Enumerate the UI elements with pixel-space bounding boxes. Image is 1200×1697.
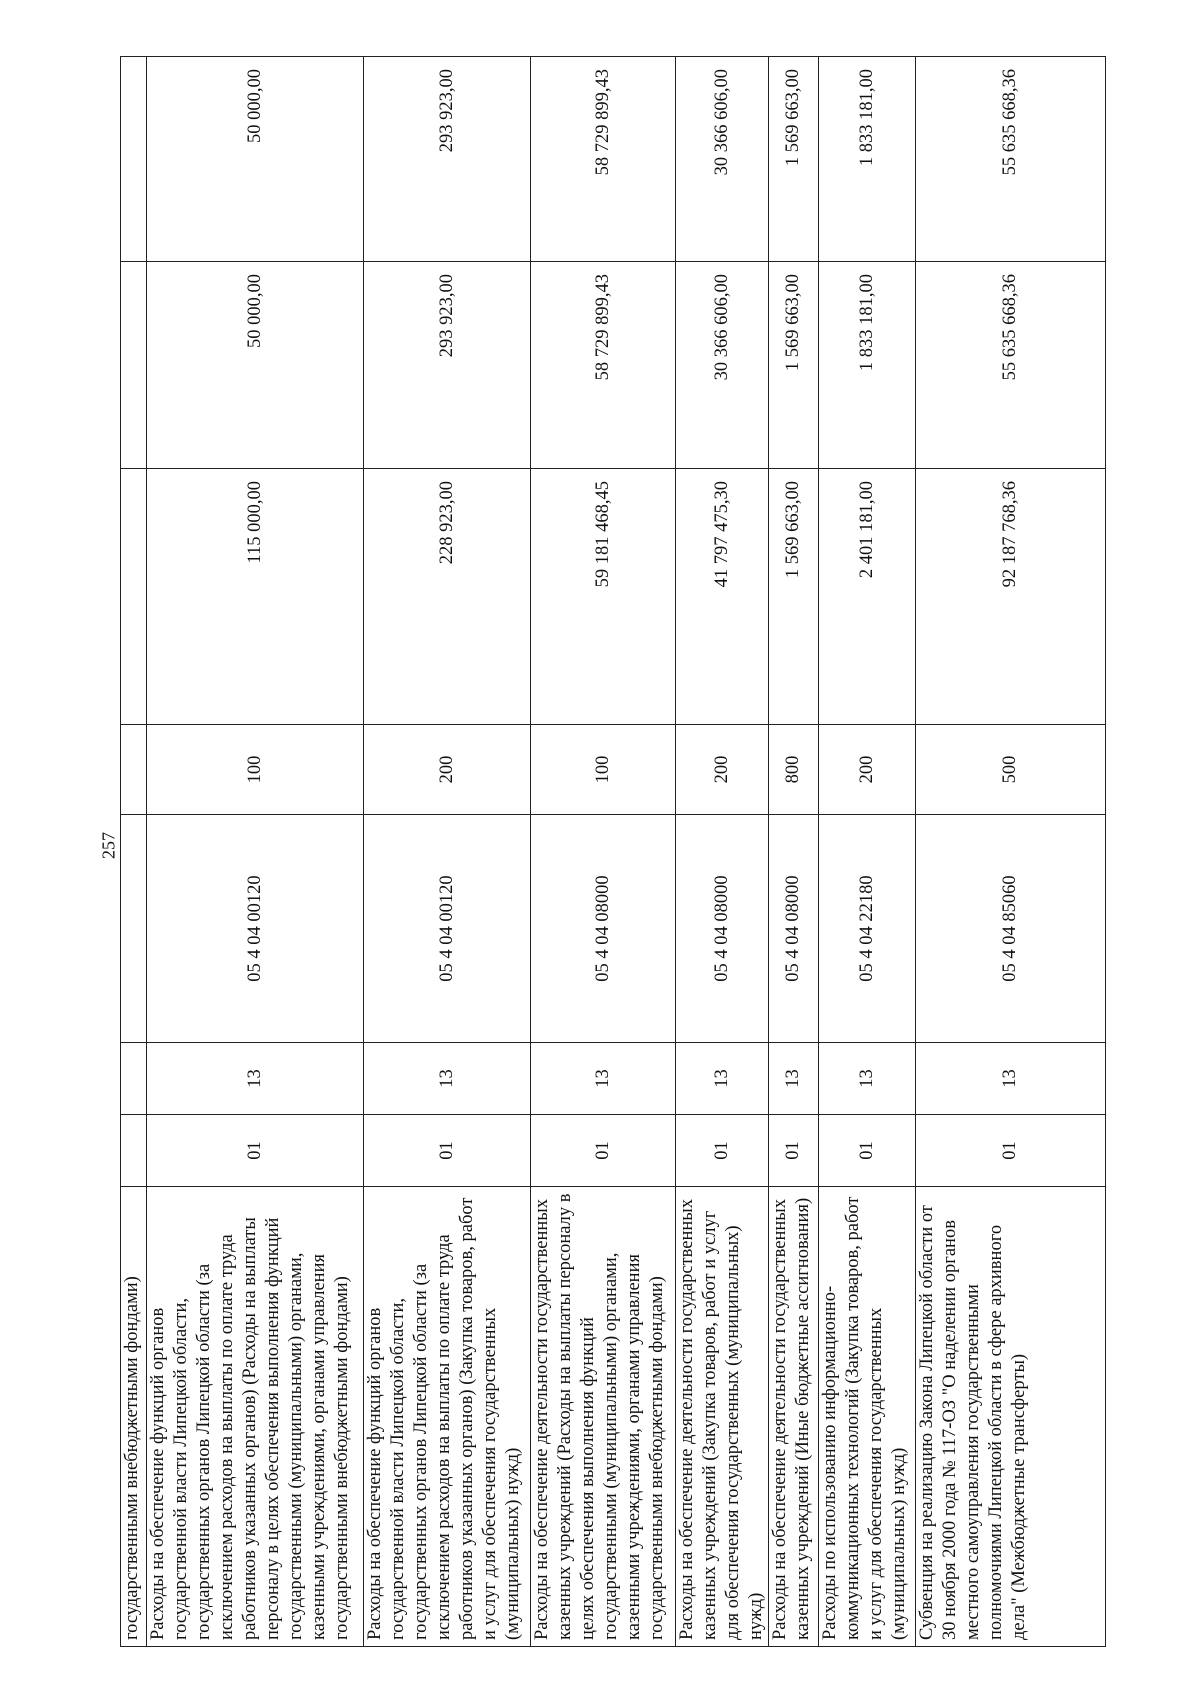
page-number: 257 <box>98 832 119 859</box>
amount-3: 58 729 899,43 <box>531 57 676 262</box>
amount-3: 55 635 668,36 <box>916 57 1106 262</box>
table-row <box>121 57 147 1647</box>
section-code: 01 <box>769 1115 819 1187</box>
section-code: 01 <box>819 1115 916 1187</box>
expense-type-code: 500 <box>916 725 1106 815</box>
section-code: 01 <box>364 1115 531 1187</box>
expense-type-code: 200 <box>364 725 531 815</box>
expense-type-code: 200 <box>819 725 916 815</box>
expense-type-code: 100 <box>147 725 364 815</box>
target-article-code: 05 4 04 22180 <box>819 815 916 1043</box>
table-row <box>769 57 819 1647</box>
amount-1: 92 187 768,36 <box>916 469 1106 725</box>
row-description: Расходы на обеспечение функций органов государственной власти Липецкой области, государственных органов Липецкой области (за исключением расходов на выплаты по оплате труда работников указанных органов) (Расходы на выплаты персоналу в целях обеспечения выполнения функций государственными (муниципальными) органами, казенными учреждениями, органами управления государственными внебюджетными фондами) <box>147 1187 364 1647</box>
target-article-code: 05 4 04 00120 <box>364 815 531 1043</box>
target-article-code: 05 4 04 85060 <box>916 815 1106 1043</box>
target-article-code: 05 4 04 08000 <box>769 815 819 1043</box>
section-code: 01 <box>147 1115 364 1187</box>
amount-1: 2 401 181,00 <box>819 469 916 725</box>
table-row <box>147 57 364 1647</box>
amount-1: 1 569 663,00 <box>769 469 819 725</box>
row-description: Расходы на обеспечение деятельности государственных казенных учреждений (Расходы на выплаты персоналу в целях обеспечения выполнения функций государственными (муниципальными) органами, казенными учреждениями, органами управления государственными внебюджетными фондами) <box>531 1187 676 1647</box>
section-code: 01 <box>916 1115 1106 1187</box>
expense-type-code: 100 <box>531 725 676 815</box>
subsection-code <box>121 1043 147 1115</box>
row-description: государственными внебюджетными фондами) <box>121 1187 147 1647</box>
amount-2: 58 729 899,43 <box>531 262 676 469</box>
row-description: Расходы по использованию информационно-коммуникационных технологий (Закупка товаров, работ и услуг для обеспечения государственных (муниципальных) нужд) <box>819 1187 916 1647</box>
expense-type-code: 200 <box>676 725 769 815</box>
target-article-code: 05 4 04 00120 <box>147 815 364 1043</box>
amount-3: 1 833 181,00 <box>819 57 916 262</box>
section-code <box>121 1115 147 1187</box>
amount-1 <box>121 469 147 725</box>
row-description: Расходы на обеспечение функций органов государственной власти Липецкой области, государственных органов Липецкой области (за исключением расходов на выплаты по оплате труда работников указанных органов) (Закупка товаров, работ и услуг для обеспечения государственных (муниципальных) нужд) <box>364 1187 531 1647</box>
table-row <box>531 57 676 1647</box>
table-row <box>819 57 916 1647</box>
target-article-code: 05 4 04 08000 <box>676 815 769 1043</box>
subsection-code: 13 <box>364 1043 531 1115</box>
table-row <box>364 57 531 1647</box>
expense-type-code: 800 <box>769 725 819 815</box>
expense-type-code <box>121 725 147 815</box>
row-description: Расходы на обеспечение деятельности государственных казенных учреждений (Иные бюджетные ассигнования) <box>769 1187 819 1647</box>
amount-2: 1 569 663,00 <box>769 262 819 469</box>
subsection-code: 13 <box>819 1043 916 1115</box>
subsection-code: 13 <box>769 1043 819 1115</box>
amount-3 <box>121 57 147 262</box>
subsection-code: 13 <box>676 1043 769 1115</box>
subsection-code: 13 <box>147 1043 364 1115</box>
amount-3: 50 000,00 <box>147 57 364 262</box>
table-row <box>916 57 1106 1647</box>
row-description: Расходы на обеспечение деятельности государственных казенных учреждений (Закупка товаров, работ и услуг для обеспечения государственных (муниципальных) нужд) <box>676 1187 769 1647</box>
amount-2 <box>121 262 147 469</box>
section-code: 01 <box>676 1115 769 1187</box>
amount-1: 115 000,00 <box>147 469 364 725</box>
subsection-code: 13 <box>916 1043 1106 1115</box>
subsection-code: 13 <box>531 1043 676 1115</box>
amount-3: 30 366 606,00 <box>676 57 769 262</box>
amount-2: 293 923,00 <box>364 262 531 469</box>
amount-3: 1 569 663,00 <box>769 57 819 262</box>
target-article-code: 05 4 04 08000 <box>531 815 676 1043</box>
section-code: 01 <box>531 1115 676 1187</box>
amount-1: 228 923,00 <box>364 469 531 725</box>
amount-2: 55 635 668,36 <box>916 262 1106 469</box>
amount-1: 41 797 475,30 <box>676 469 769 725</box>
amount-3: 293 923,00 <box>364 57 531 262</box>
amount-2: 30 366 606,00 <box>676 262 769 469</box>
budget-table <box>120 56 1106 1647</box>
amount-2: 1 833 181,00 <box>819 262 916 469</box>
target-article-code <box>121 815 147 1043</box>
amount-2: 50 000,00 <box>147 262 364 469</box>
row-description: Субвенция на реализацию Закона Липецкой области от 30 ноября 2000 года № 117-ОЗ "О наделении органов местного самоуправления государственными полномочиями Липецкой области в сфере архивного дела" (Межбюджетные трансферты) <box>916 1187 1106 1647</box>
rotated-budget-table <box>120 57 1085 1647</box>
amount-1: 59 181 468,45 <box>531 469 676 725</box>
table-row <box>676 57 769 1647</box>
